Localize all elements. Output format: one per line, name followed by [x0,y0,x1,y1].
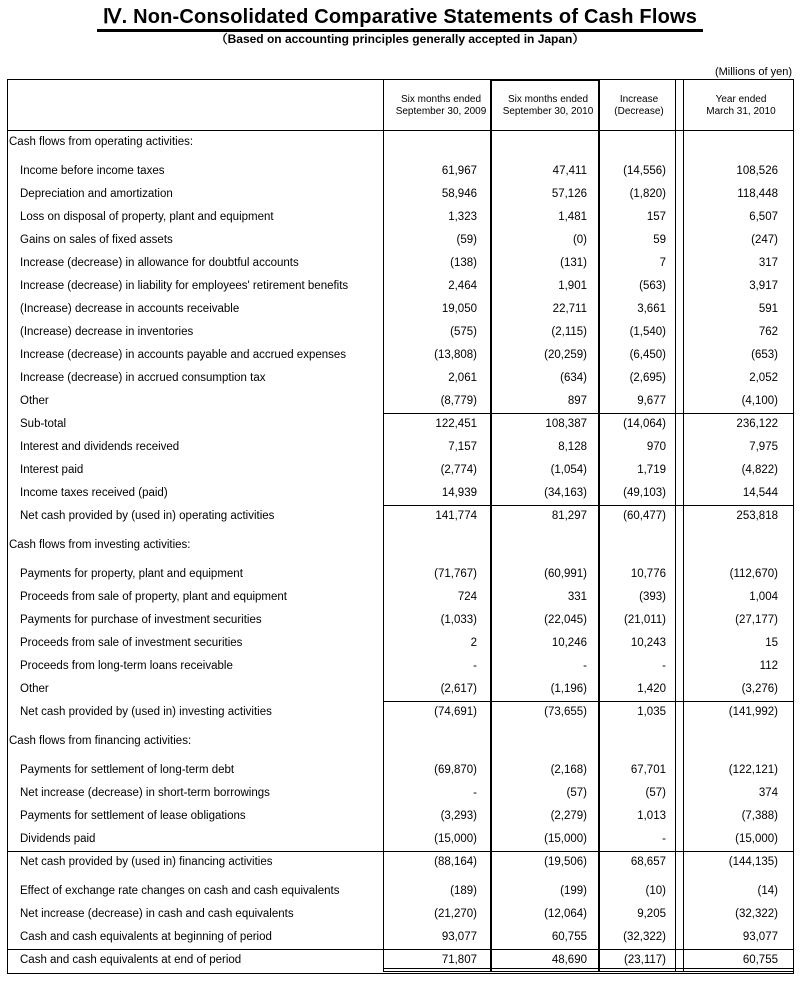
divider-thick [491,79,598,81]
value-2009: 141,774 [435,510,477,522]
value-change: 1,013 [637,810,666,822]
row-label: Increase (decrease) in accrued consumption tax [20,372,266,384]
row-label: Income before income taxes [20,165,165,177]
value-fy2010: (7,388) [741,810,778,822]
value-fy2010: 3,917 [749,280,778,292]
value-2009: (189) [450,885,477,897]
value-change: 3,661 [637,303,666,315]
value-fy2010: 7,975 [749,441,778,453]
value-fy2010: (4,100) [741,395,778,407]
value-change: 157 [646,211,666,223]
value-2009: (13,808) [434,349,477,361]
value-fy2010: 15 [765,637,778,649]
value-change: (49,103) [623,487,666,499]
value-fy2010: 317 [758,257,778,269]
value-2010: (199) [560,885,587,897]
value-change: (563) [639,280,666,292]
value-2009: (69,870) [434,764,477,776]
value-fy2010: 762 [758,326,778,338]
value-fy2010: 118,448 [737,188,778,200]
value-2010: 22,711 [552,303,587,315]
divider-thick [490,79,492,972]
value-2009: - [473,660,477,672]
value-change: 10,776 [630,568,666,580]
row-label: Effect of exchange rate changes on cash and cash equivalents [20,885,340,897]
value-2009: 93,077 [441,931,477,943]
row-label: Cash flows from operating activities: [9,136,194,148]
value-2010: 47,411 [552,165,587,177]
row-label: Cash flows from investing activities: [9,539,191,551]
row-label: Increase (decrease) in accounts payable and accrued expenses [20,349,347,361]
value-2009: 2,061 [448,372,477,384]
row-label: Interest and dividends received [20,441,180,453]
value-2009: 2 [470,637,477,649]
row-label: Cash flows from financing activities: [9,735,192,747]
value-2010: (34,163) [544,487,587,499]
value-fy2010: (122,121) [728,764,778,776]
value-change: (2,695) [629,372,666,384]
value-2010: (2,168) [550,764,587,776]
row-label: Interest paid [20,464,84,476]
value-2010: (22,045) [544,614,587,626]
value-fy2010: (247) [751,234,778,246]
row-label: (Increase) decrease in accounts receivable [20,303,240,315]
value-2010: 1,901 [558,280,587,292]
col-header-fy2010: Year ended March 31, 2010 [706,94,776,117]
value-change: 7 [659,257,666,269]
row-label: Sub-total [20,418,67,430]
value-2010: (20,259) [544,349,587,361]
value-2010: 1,481 [558,211,587,223]
row-label: Proceeds from sale of property, plant and equipment [20,591,287,603]
value-change: (21,011) [624,614,666,626]
value-change: (1,540) [629,326,666,338]
row-label: (Increase) decrease in inventories [20,326,194,338]
value-2010: (2,279) [550,810,587,822]
value-fy2010: 236,122 [736,418,778,430]
value-change: 9,205 [637,908,666,920]
value-2010: (60,991) [544,568,587,580]
row-label: Increase (decrease) in allowance for doubtful accounts [20,257,299,269]
value-fy2010: 1,004 [749,591,778,603]
value-fy2010: (32,322) [735,908,778,920]
value-fy2010: 112 [759,660,778,672]
row-label: Other [20,395,49,407]
row-label: Payments for purchase of investment securities [20,614,262,626]
value-2009: (88,164) [434,856,477,868]
page-title: Ⅳ. Non-Consolidated Comparative Statements of Cash Flows [0,4,800,29]
value-change: (14,064) [623,418,666,430]
value-2009: 19,050 [441,303,477,315]
row-label: Net increase (decrease) in cash and cash equivalents [20,908,294,920]
value-2010: 81,297 [551,510,587,522]
value-fy2010: (112,670) [729,568,778,580]
value-2010: (1,196) [550,683,587,695]
value-2010: 8,128 [558,441,587,453]
value-2010: 331 [567,591,587,603]
value-fy2010: (141,992) [728,706,778,718]
value-2010: (131) [560,257,587,269]
value-change: 1,719 [637,464,666,476]
value-change: (60,477) [623,510,666,522]
value-change: 67,701 [630,764,666,776]
divider [675,79,676,972]
value-change: (32,322) [623,931,666,943]
value-change: (6,450) [629,349,666,361]
value-fy2010: (144,135) [728,856,778,868]
value-2009: 71,807 [441,954,477,966]
value-2010: (73,655) [544,706,587,718]
row-label: Proceeds from long-term loans receivable [20,660,233,672]
row-label: Dividends paid [20,833,96,845]
row-label: Net cash provided by (used in) investing activities [20,706,272,718]
value-change: 10,243 [630,637,666,649]
value-2010: - [583,660,587,672]
row-label: Increase (decrease) in liability for employees' retirement benefits [20,280,349,292]
row-label: Net cash provided by (used in) operating activities [20,510,275,522]
value-change: - [662,833,666,845]
value-change: (10) [645,885,666,897]
col-header-2010: Six months ended September 30, 2010 [502,94,594,117]
col-header-change: Increase (Decrease) [614,94,664,117]
row-label: Proceeds from sale of investment securities [20,637,243,649]
value-2010: 108,387 [545,418,587,430]
value-change: 1,035 [637,706,666,718]
value-fy2010: 60,755 [742,954,778,966]
value-2009: 724 [457,591,477,603]
value-2010: (0) [572,234,587,246]
value-change: 68,657 [630,856,666,868]
value-fy2010: 93,077 [742,931,778,943]
value-fy2010: 253,818 [736,510,778,522]
row-label: Gains on sales of fixed assets [20,234,173,246]
value-fy2010: (3,276) [741,683,778,695]
value-2010: (12,064) [544,908,587,920]
value-fy2010: (14) [757,885,778,897]
value-2009: (2,617) [440,683,477,695]
value-2010: (15,000) [544,833,587,845]
cash-flow-table [7,79,794,972]
value-2010: (2,115) [551,326,587,338]
value-change: 59 [653,234,666,246]
value-2010: (634) [560,372,587,384]
row-label: Payments for settlement of long-term debt [20,764,235,776]
unit-note: (Millions of yen) [714,66,792,78]
value-2009: - [473,787,477,799]
value-2009: (138) [450,257,477,269]
double-rule [383,968,793,972]
value-2010: 60,755 [551,931,587,943]
row-label: Net cash provided by (used in) financing activities [20,856,273,868]
row-label: Other [20,683,49,695]
value-fy2010: (4,822) [741,464,778,476]
value-2010: (57) [566,787,587,799]
value-2009: 61,967 [441,165,477,177]
value-fy2010: (653) [751,349,778,361]
value-2010: 57,126 [551,188,587,200]
value-fy2010: (27,177) [735,614,778,626]
value-change: 9,677 [637,395,666,407]
value-2009: (575) [450,326,477,338]
value-2009: 58,946 [441,188,477,200]
row-label: Cash and cash equivalents at beginning of period [20,931,272,943]
value-2010: 897 [567,395,587,407]
value-change: - [662,660,666,672]
value-2009: (8,779) [440,395,477,407]
value-change: (23,117) [624,954,666,966]
value-fy2010: 2,052 [749,372,778,384]
value-change: (393) [639,591,666,603]
value-2010: (1,054) [550,464,587,476]
value-change: 970 [646,441,666,453]
value-2009: (2,774) [440,464,477,476]
row-label: Depreciation and amortization [20,188,173,200]
value-change: (14,556) [623,165,666,177]
value-2009: (3,293) [440,810,477,822]
row-label: Net increase (decrease) in short-term borrowings [20,787,270,799]
value-2009: (15,000) [434,833,477,845]
value-2010: (19,506) [544,856,587,868]
value-fy2010: 374 [758,787,778,799]
value-fy2010: 591 [758,303,778,315]
row-label: Income taxes received (paid) [20,487,168,499]
value-2009: 7,157 [448,441,477,453]
value-2009: (21,270) [434,908,477,920]
value-2009: (1,033) [440,614,477,626]
value-2009: 122,451 [435,418,477,430]
row-label: Cash and cash equivalents at end of period [20,954,242,966]
value-fy2010: (15,000) [735,833,778,845]
value-2010: 10,246 [551,637,587,649]
divider [683,79,684,972]
value-fy2010: 14,544 [742,487,778,499]
value-2009: 14,939 [441,487,477,499]
value-change: (57) [645,787,666,799]
col-header-2009: Six months ended September 30, 2009 [395,94,487,117]
value-change: 1,420 [637,683,666,695]
value-2009: (59) [456,234,477,246]
row-label: Loss on disposal of property, plant and equipment [20,211,274,223]
value-2009: 1,323 [448,211,477,223]
value-change: (1,820) [629,188,666,200]
value-fy2010: 108,526 [736,165,778,177]
divider [383,79,384,972]
row-label: Payments for property, plant and equipment [20,568,243,580]
row-label: Payments for settlement of lease obligations [20,810,246,822]
value-2010: 48,690 [551,954,587,966]
page-subtitle: （Based on accounting principles generally accepted in Japan） [215,32,585,46]
divider-thick [598,79,600,972]
value-fy2010: 6,507 [749,211,778,223]
value-2009: (74,691) [434,706,477,718]
value-2009: 2,464 [448,280,477,292]
value-2009: (71,767) [434,568,477,580]
